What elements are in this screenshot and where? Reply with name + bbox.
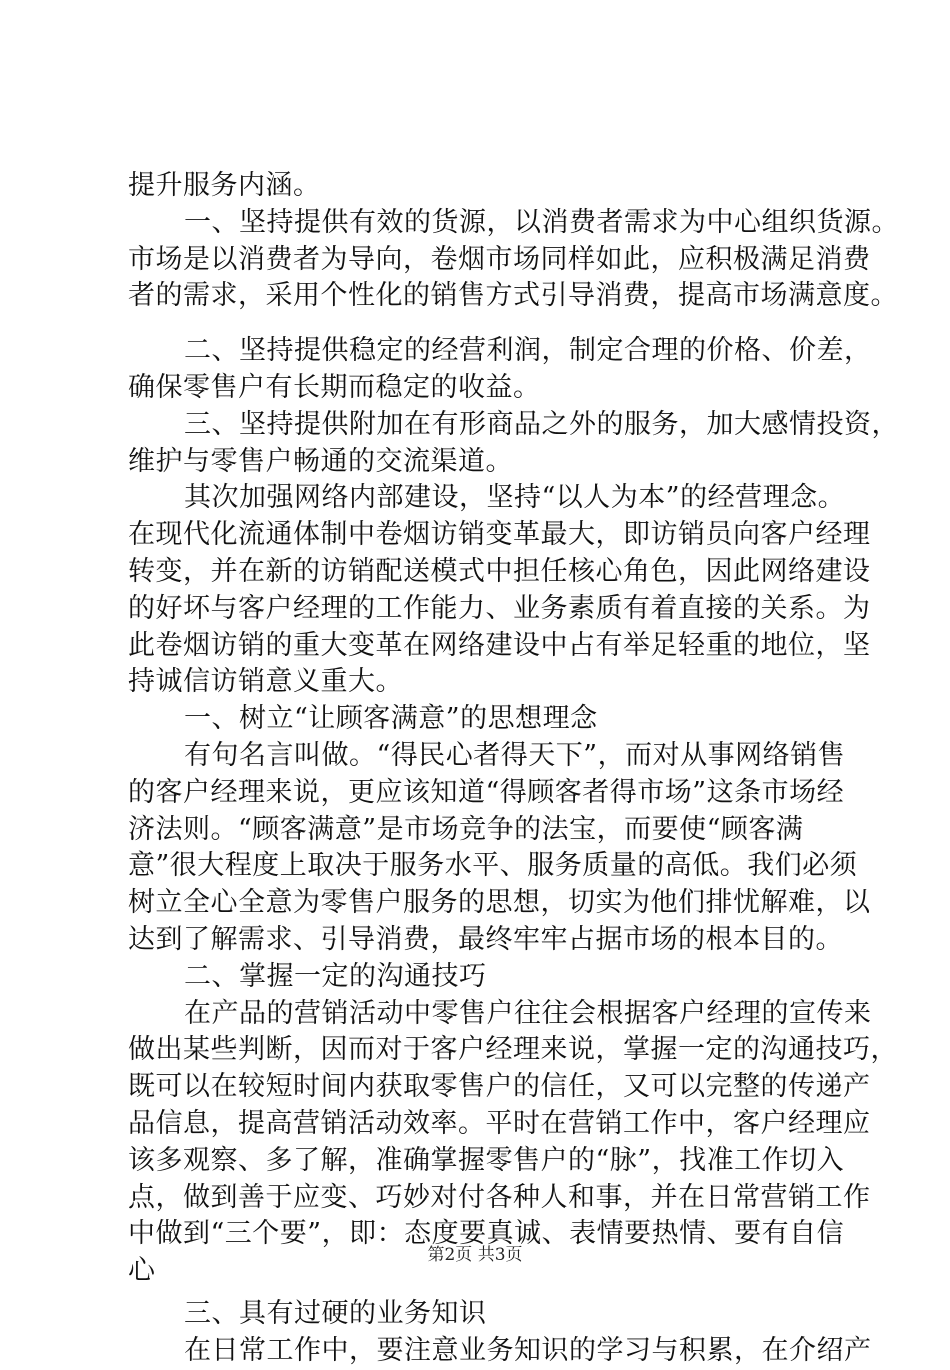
text-line: 持诚信访销意义重大。 xyxy=(128,666,403,698)
text-line: 其次加强网络内部建设，坚持“以人为本”的经营理念。 xyxy=(184,482,846,514)
text-line: 中做到“三个要”，即：态度要真诚、表情要热情、要有自信 xyxy=(128,1218,845,1250)
text-line: 心 xyxy=(128,1255,156,1287)
text-line: 做出某些判断，因而对于客户经理来说，掌握一定的沟通技巧， xyxy=(128,1034,898,1066)
section-heading: 二、掌握一定的沟通技巧 xyxy=(184,960,487,992)
text-line: 二、坚持提供稳定的经营利润，制定合理的价格、价差， xyxy=(184,335,872,367)
text-line: 点，做到善于应变、巧妙对付各种人和事，并在日常营销工作 xyxy=(128,1181,871,1213)
text-line: 意”很大程度上取决于服务水平、服务质量的高低。我们必须 xyxy=(128,850,858,882)
text-line: 确保零售户有长期而稳定的收益。 xyxy=(128,371,541,403)
text-line: 提升服务内涵。 xyxy=(128,170,321,201)
text-line: 一、坚持提供有效的货源，以消费者需求为中心组织货源。 xyxy=(184,206,899,238)
text-line: 此卷烟访销的重大变革在网络建设中占有举足轻重的地位，坚 xyxy=(128,629,871,661)
text-line: 的好坏与客户经理的工作能力、业务素质有着直接的关系。为 xyxy=(128,592,871,624)
text-line: 达到了解需求、引导消费，最终牢牢占据市场的根本目的。 xyxy=(128,923,843,955)
text-line: 的客户经理来说，更应该知道“得顾客者得市场”这条市场经 xyxy=(128,776,845,808)
text-line: 维护与零售户畅通的交流渠道。 xyxy=(128,445,513,477)
section-heading: 一、树立“让顾客满意”的思想理念 xyxy=(184,703,598,735)
text-line: 在产品的营销活动中零售户往往会根据客户经理的宣传来 xyxy=(184,997,872,1029)
text-line: 三、坚持提供附加在有形商品之外的服务，加大感情投资， xyxy=(184,408,899,440)
section-heading: 三、具有过硬的业务知识 xyxy=(184,1297,487,1329)
text-line: 有句名言叫做。“得民心者得天下”，而对从事网络销售 xyxy=(184,739,846,771)
text-line: 转变，并在新的访销配送模式中担任核心角色，因此网络建设 xyxy=(128,555,871,587)
page-footer: 第2页 共3页 xyxy=(427,1245,523,1265)
text-line: 者的需求，采用个性化的销售方式引导消费，提高市场满意度。 xyxy=(128,280,898,312)
text-line: 济法则。“顾客满意”是市场竞争的法宝，而要使“顾客满 xyxy=(128,813,804,845)
text-line: 既可以在较短时间内获取零售户的信任，又可以完整的传递产 xyxy=(128,1071,871,1103)
text-line: 在现代化流通体制中卷烟访销变革最大，即访销员向客户经理 xyxy=(128,519,871,551)
text-line: 树立全心全意为零售户服务的思想，切实为他们排忧解难，以 xyxy=(128,887,871,919)
text-line: 市场是以消费者为导向，卷烟市场同样如此，应积极满足消费 xyxy=(128,243,871,275)
text-line: 该多观察、多了解，准确掌握零售户的“脉”，找准工作切入 xyxy=(128,1144,845,1176)
document-body xyxy=(128,168,899,1370)
text-line: 在日常工作中，要注意业务知识的学习与积累，在介绍产 xyxy=(184,1334,872,1366)
text-line: 品信息，提高营销活动效率。平时在营销工作中，客户经理应 xyxy=(128,1107,871,1139)
